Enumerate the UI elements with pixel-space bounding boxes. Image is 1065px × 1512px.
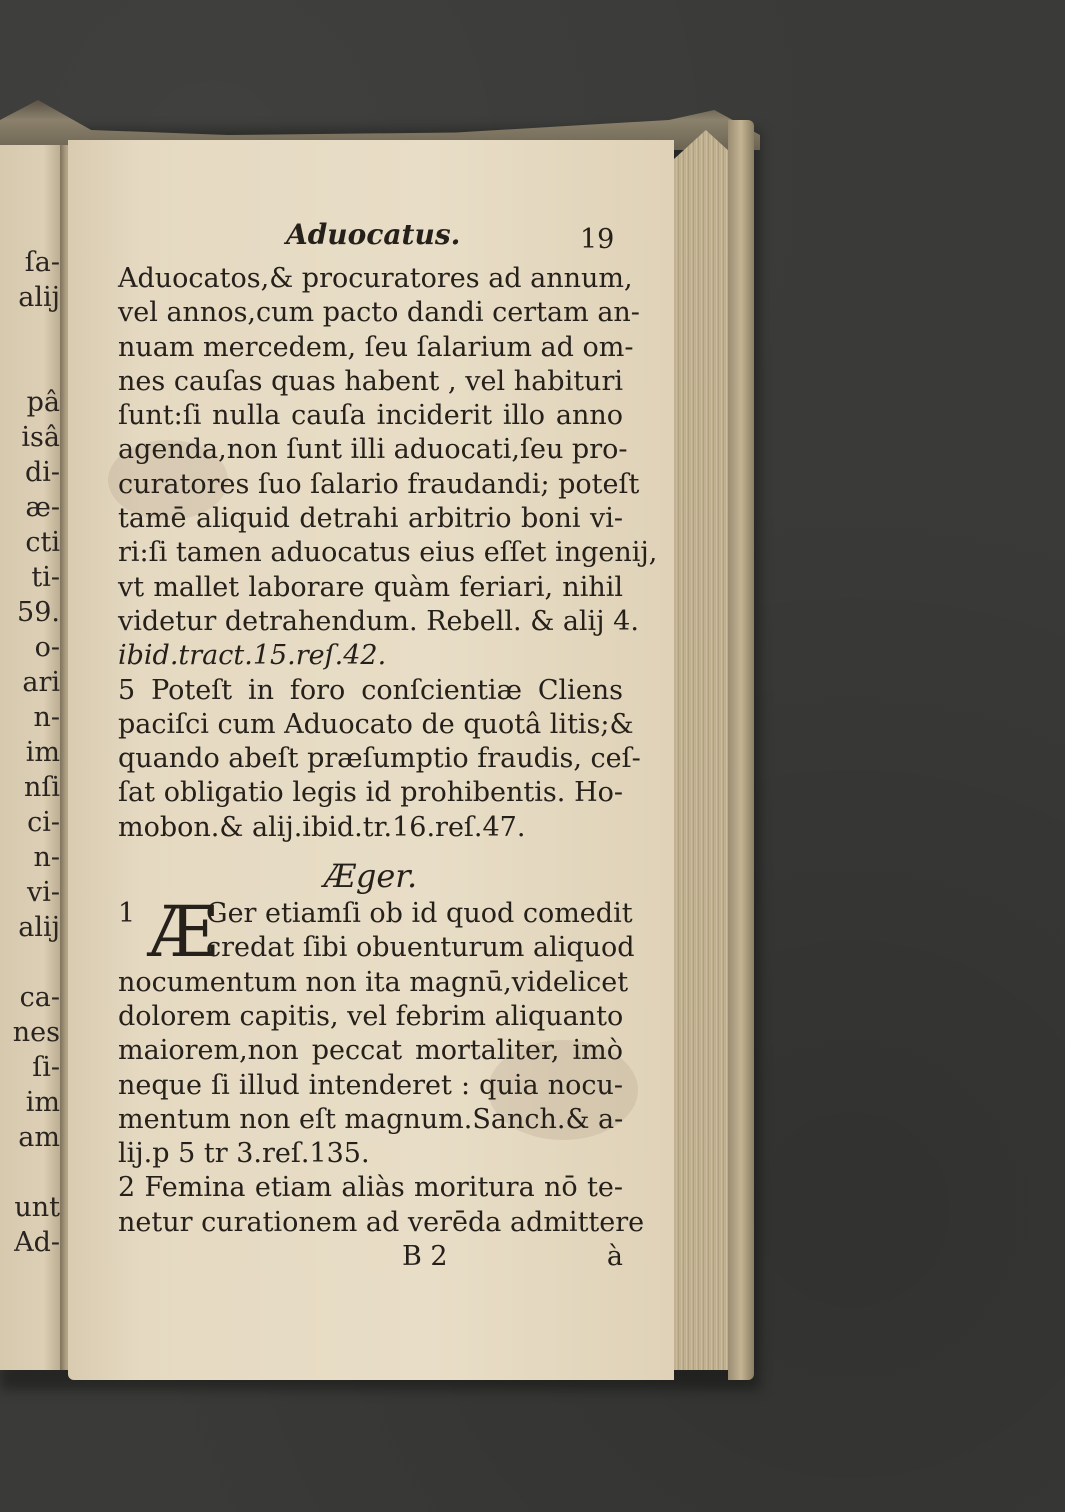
text-line: nes cauſas quas habent , vel habituri: [118, 365, 623, 397]
left-page-text: [2, 245, 62, 1260]
cover-edge: [728, 120, 754, 1380]
text-line: im: [25, 1087, 60, 1118]
text-line: neque ſi illud intenderet : quia nocu-: [118, 1069, 623, 1101]
text-line: 5 Poteſt in foro conſcientiæ Cliens: [118, 674, 623, 706]
text-line: alij: [18, 912, 60, 943]
text-line: Aduocatos,& procuratores ad annum,: [118, 263, 633, 294]
text-line: Ad-: [14, 1227, 60, 1258]
page-text-block: [118, 218, 658, 1274]
page-footer: [118, 1240, 623, 1274]
text-line: vt mallet laborare quàm feriari, nihil: [118, 571, 623, 603]
text-line: unt: [14, 1192, 60, 1223]
text-line: nſi: [23, 772, 60, 803]
text-line: ari: [22, 667, 60, 698]
text-line: n-: [33, 842, 60, 873]
text-line: ri:ſi tamen aduocatus eius eſſet ingenij,: [118, 537, 658, 569]
text-line: o-: [34, 632, 60, 663]
citation: ibid.tract.15.reſ.42.: [118, 640, 387, 672]
text-line: [2, 315, 62, 350]
text-line: am: [18, 1122, 60, 1153]
text-line: credat ſibi obuenturum aliquod: [206, 932, 635, 964]
text-line: nocumentum non ita magnū,videlicet: [118, 966, 629, 998]
text-line: alij: [18, 282, 60, 313]
text-line: nuam mercedem, ſeu ſalarium ad om-: [118, 331, 634, 363]
text-line: ſi-: [32, 1052, 60, 1083]
text-line: maiorem,non peccat mortaliter, imò: [118, 1035, 623, 1067]
text-line: Ger etiamſi ob id quod comedit: [206, 898, 633, 930]
text-line: vi-: [26, 877, 60, 908]
text-line: paciſci cum Aduocato de quotâ litis;&: [118, 708, 634, 740]
text-line: [2, 1155, 62, 1190]
text-line: ſat obligatio legis id prohibentis. Ho-: [118, 777, 623, 809]
paragraph-1: [118, 262, 658, 639]
text-line: [2, 350, 62, 385]
text-line: quando abeſt præſumptio fraudis, ceſ-: [118, 743, 641, 775]
text-line: ti-: [31, 562, 60, 593]
drop-cap: Æ: [148, 891, 219, 974]
drop-cap-paragraph: [118, 891, 635, 974]
left-page: [0, 145, 62, 1370]
text-line: im: [25, 737, 60, 768]
text-line: cti: [25, 527, 60, 558]
text-line: isâ: [21, 422, 60, 453]
page-edges: [665, 130, 733, 1370]
text-line: pâ: [26, 387, 60, 418]
text-line: netur curationem ad verēda admittere: [118, 1206, 645, 1238]
text-line: ſa-: [24, 247, 60, 278]
text-line: curatores ſuo ſalario fraudandi; poteſt: [118, 468, 640, 500]
paragraph-4: [118, 1171, 645, 1240]
text-line: videtur detrahendum. Rebell. & alij 4.: [118, 605, 639, 637]
page-header: [118, 218, 623, 262]
catchword: à: [606, 1241, 623, 1273]
text-line: nes: [12, 1017, 60, 1048]
text-line: 2 Femina etiam aliàs moritura nō te-: [118, 1172, 623, 1204]
section-title: Æger.: [323, 857, 418, 896]
text-line: agenda,non ſunt illi aduocati,ſeu pro-: [118, 434, 628, 466]
text-line: ſunt:ſi nulla cauſa inciderit illo anno: [118, 400, 623, 432]
text-line: vel annos,cum pacto dandi certam an-: [118, 297, 640, 329]
text-line: n-: [33, 702, 60, 733]
signature-mark: B 2: [402, 1241, 448, 1273]
text-line: 59.: [17, 597, 60, 628]
text-line: mentum non eſt magnum.Sanch.& a-: [118, 1103, 624, 1135]
page-number: 19: [580, 224, 615, 255]
running-head: Aduocatus.: [286, 218, 461, 251]
text-line: di-: [24, 457, 60, 488]
paragraph-3: [118, 966, 629, 1137]
text-line: ci-: [27, 807, 60, 838]
text-line: ca-: [19, 982, 60, 1013]
paragraph-number: 1: [118, 898, 136, 930]
paragraph-3-last-line: lij.p 5 tr 3.reſ.135.: [118, 1138, 370, 1170]
text-line: dolorem capitis, vel febrim aliquanto: [118, 1000, 624, 1032]
paragraph-2-last-line: mobon.& alij.ibid.tr.16.reſ.47.: [118, 811, 526, 843]
text-line: æ-: [25, 492, 60, 523]
paragraph-2: [118, 674, 641, 811]
text-line: [2, 945, 62, 980]
text-line: tamē aliquid detrahi arbitrio boni vi-: [118, 503, 623, 535]
